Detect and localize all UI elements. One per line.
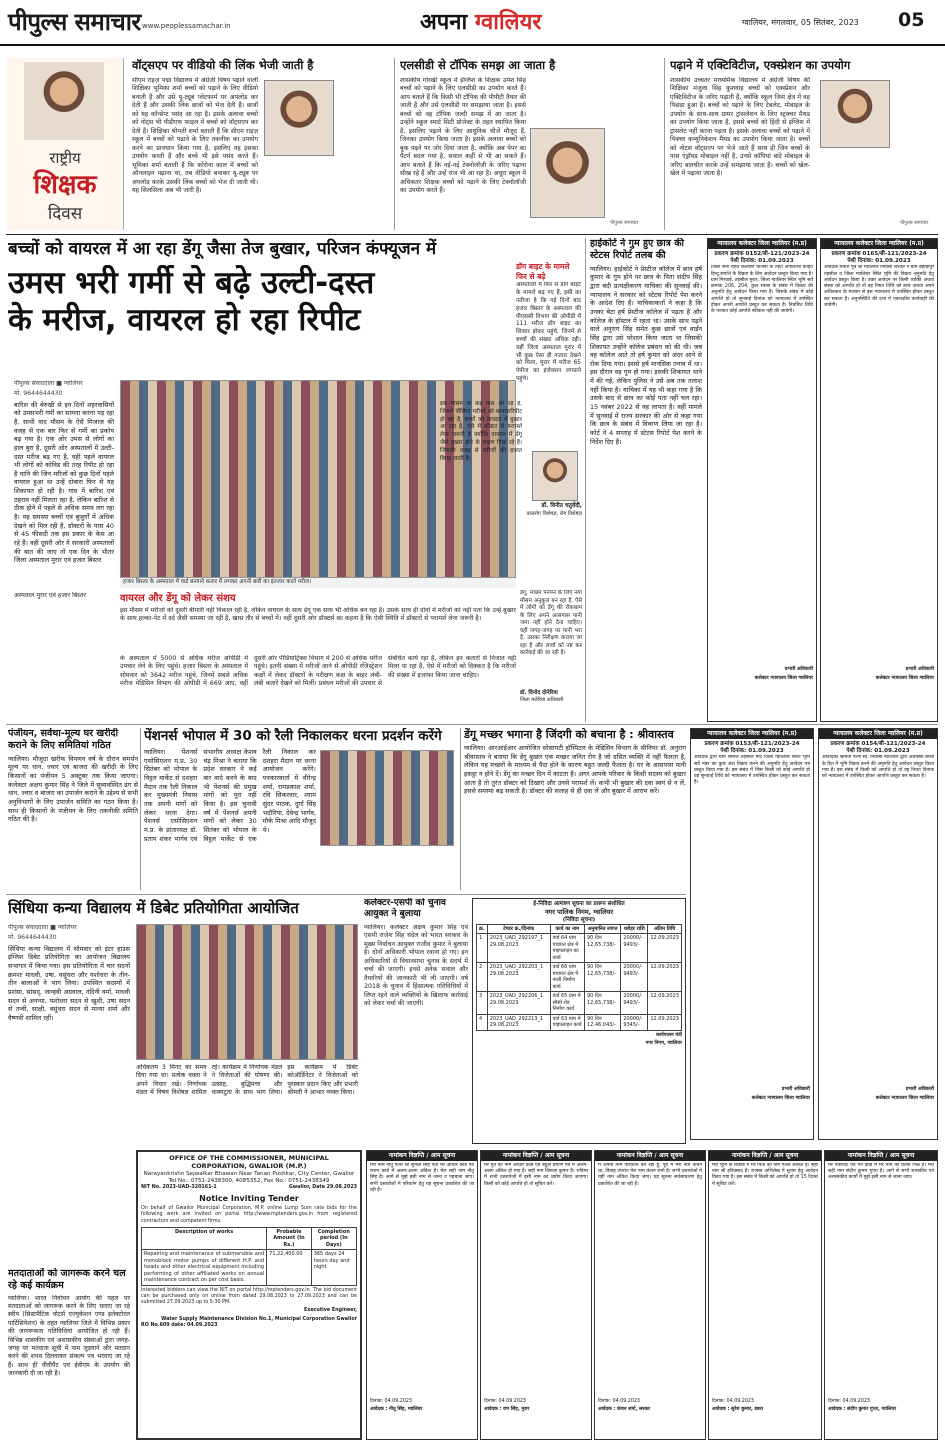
dengue-headline: डेंगू मच्छर भगाना है जिंदगी को बचाना है : श्रीवास्तव bbox=[464, 728, 674, 741]
doctor-1-photo bbox=[532, 451, 578, 501]
table-row bbox=[477, 963, 682, 992]
col-header: अनुमानित लागत bbox=[585, 924, 621, 934]
table-cell: 1 bbox=[477, 934, 488, 963]
name-change-sig-3: आवेदक : कंचन शर्मा, लश्कर bbox=[598, 1407, 651, 1413]
name-change-date-3: दिनांक: 04.09.2023 bbox=[598, 1398, 640, 1404]
pension-photo bbox=[320, 750, 454, 846]
court-notice-col-4 bbox=[818, 728, 938, 1140]
table-cell: 20000/- 9493/- bbox=[621, 992, 648, 1015]
name-change-frame-3 bbox=[594, 1150, 706, 1440]
top-story-1-headline: वॉट्सएप पर वीडियो की लिंक भेजी जाती है bbox=[132, 58, 314, 72]
table-cell: 90 दिन 12,46,043/- bbox=[585, 1014, 621, 1030]
col-header: Description of works bbox=[142, 1227, 267, 1250]
sindhia-body-col bbox=[8, 924, 130, 1264]
lead-headline-1: उमस भरी गर्मी से बढ़े उल्टी-दस्त bbox=[8, 265, 375, 301]
table-cell: 3 bbox=[477, 992, 488, 1015]
quote-2-role: जिला मलेरिया अधिकारी bbox=[520, 697, 564, 704]
badge-line1: राष्ट्रीय bbox=[49, 149, 81, 167]
top-story-3-headline: पढ़ाने में एक्टिविटीज, एक्स्प्रेशन का उपयोग bbox=[670, 58, 851, 72]
hc-story-body: ग्वालियर। हाईकोर्ट ने प्रेस्टीज कॉलेज में छात्र हर्ष कुमार के गुम होने पर छात्र के पिता संदीप सिंह द्वारा बंदी प्रत्यक्षीकरण याचिका की सुनवाई की। न्यायालय ने सरकार को स्टेटस रिपोर्ट पेश करने के आदेश दिए हैं। याचिकाकर्ता ने कहा है कि उनका बेटा हर्ष प्रेस्टीज कॉलेज में पढ़ता है और कॉलेज के हॉस्टल में रहता था। उसके साथ पढ़ने वाले अनुराग सिंह समेत कुछ छात्रों एवं वार्डन सिंह द्वारा उसे परेशान किया जाता था जिसकी शिकायत उन्होंने कॉलेज प्रबंधन को की थी। जब वह कॉलेज आते तो हर्ष कुमार को अंदर आने से रोक दिया गया। इससे हर्ष मानसिक तनाव में था। इस दौरान वह गुम हो गया। इसकी शिकायत थाने में की गई, लेकिन पुलिस ने उसे अब तक तलाश नहीं किया है। याचिका में यह भी कहा गया है कि उसके बाद से छात्र का कोई पता नहीं चल रहा। 15 नवंबर 2022 से वह लापता है। वहीं मामले में सुनवाई में राज्य सरकार की ओर से कहा गया कि छात्र के संबंध में विवरण लिया जा रहा है। कोर्ट ने 4 सप्ताह में स्टेटस रिपोर्ट पेश करने के निर्देश दिए हैं। bbox=[590, 264, 702, 446]
virus-section bbox=[120, 592, 516, 720]
court-notice-col-2 bbox=[820, 238, 938, 722]
court-notice-3-sig: प्रभारी अधिकारी bbox=[781, 1087, 810, 1093]
english-tender-address: Narayankrishn Sejwalkar Bhawan Near Tanan Pushkar, City Center, Gwalior bbox=[143, 1170, 355, 1177]
hindi-tender-notice bbox=[472, 898, 686, 1144]
table-cell: 2023_UAD_292213_1 29.08.2023 bbox=[487, 1014, 550, 1030]
name-change-notice-5 bbox=[824, 1150, 938, 1440]
english-tender-sig2: Water Supply Maintenance Division No.1, Municipal Corporation Gwalior bbox=[161, 1316, 357, 1322]
table-cell: वार्ड 66 ग्राम पंचायत क्षेत्र में नाली निर्माण कार्य bbox=[550, 963, 584, 992]
table-cell: 2023_UAD_292197_1 29.08.2023 bbox=[487, 934, 550, 963]
quote-2: डेंगू, मच्छर पनपने के लिए नया मौसम अनुकूल बन रहा है, ऐसे में लोगों को डेंगू की रोकथाम के लिए अपने आसपास पानी जमा नहीं होने देना चाहिए। वहीं जगह-जगह पर पानी भरा है, उसका निरीक्षण कराया जा रहा है और लार्वा को नष्ट कर कार्रवाई की जा रही है। bbox=[520, 590, 582, 657]
sindhia-photo bbox=[136, 924, 358, 1060]
name-change-head-4: नामांकन विज्ञप्ति / आम सूचना bbox=[709, 1151, 821, 1161]
court-notice-3-date: पेशी दिनांक: 01.09.2023 bbox=[720, 748, 784, 755]
pension-body: ग्वालियर। पेंशनर्स एसोसिएशन म.प्र. 30 सितंबर को भोपाल के विट्ठल मार्केट से दशहरा मैदान तक रैली निकाल कर मुख्यमंत्री निवास तक अपनी मांगों को लेकर धरना देगा। पेंशनर्स एसोसिएशन म.प्र. के प्रांताध्यक्ष डॉ. प्रताप शंकर भार्गव एवं संभागीय अध्यक्ष केशव चंद्र मिश्रा ने बताया कि प्रदेश सरकार ने कई बार वादे करने के बाद भी पेंशनर्स की प्रमुख मांगों को पूरा नहीं किया है। इस चुनावी वर्ष में पेंशनर्स अपनी मांगों को लेकर 30 सितंबर को भोपाल के विट्ठल मार्केट से एक रैली निकाल कर दशहरा मैदान पर धरना आयोजन करेंगे। पत्रकारवार्ता में वीरेन्द्र शर्मा, रामप्रकाश शर्मा, रवि सिकरवार, श्याम सुंदर पाठक, दुर्गा सिंह भदौरिया, देवेन्द्र भार्गव, मौके मिश्रा आदि मौजूद थे। bbox=[144, 748, 316, 843]
top-story-2 bbox=[400, 58, 660, 230]
top-story-1 bbox=[132, 58, 390, 230]
english-tender-nit: NIT No. 2023-UAD-320161-1 bbox=[141, 1185, 217, 1191]
table-cell: 12.09.2023 bbox=[648, 1014, 682, 1030]
court-notice-4-sig2: कलेक्टर न्यायालय जिला ग्वालियर bbox=[875, 1095, 934, 1101]
court-notice-1-date: पेशी दिनांक: 01.09.2023 bbox=[730, 258, 794, 265]
table-cell: 12.09.2023 bbox=[648, 934, 682, 963]
name-change-notice-2 bbox=[480, 1150, 592, 1440]
table-row bbox=[142, 1250, 357, 1286]
dog-bite-body: अस्पतालों में फिर से डॉग बाइट के मामले बढ़ गए हैं, इसी का नतीजा है कि गई दिनों बाद हजार बिस्तर के अस्पताल की पीएससी विभाग की ओपीडी में 111 मरीज डॉग बाइट का शिकार होकर पहुंचे, जिनमें से बच्चों की संख्या अधिक रही। वहीं जिला अस्पताल मुरार में भी कुछ ऐसा ही नजारा देखने को मिला, मुरार में मरीज 65 पेपीज का इंजेक्शन लगवाने पहुंचे। bbox=[516, 282, 581, 382]
table-cell: 2 bbox=[477, 963, 488, 992]
dog-bite-head: डॉग बाइट के मामले फिर से बढ़े bbox=[516, 262, 570, 282]
lead-mobile: मो. 9644644430 bbox=[14, 390, 63, 398]
section-divider bbox=[6, 234, 938, 235]
english-tender-org: OFFICE OF THE COMMISSIONER, MUNICIPAL CORPORATION, GWALIOR (M.P.) bbox=[169, 1154, 329, 1171]
top-story-2-headline: एलसीडी से टॉपिक समझ आ जाता है bbox=[400, 58, 556, 72]
english-tender-date: Gwalior, Date 29.08.2023 bbox=[288, 1185, 357, 1191]
table-cell: वार्ड 64 ग्राम पंचायत क्षेत्र में पाइपलाइन का कार्य bbox=[550, 934, 584, 963]
column-rule bbox=[664, 58, 665, 230]
collector-story bbox=[364, 898, 468, 1146]
court-notice-2-head: न्यायालय कलेक्टर जिला ग्वालियर (म.प्र) bbox=[821, 239, 937, 249]
quote-1-name: डॉ. विनीत चतुर्वेदी, bbox=[541, 503, 582, 509]
name-change-date-2: दिनांक: 04.09.2023 bbox=[484, 1398, 526, 1404]
court-notice-1-sig2: कलेक्टर न्यायालय जिला ग्वालियर bbox=[754, 675, 813, 681]
lead-headline-2: के मरीज, वायरल हो रहा रिपीट bbox=[8, 302, 361, 339]
col-header: टेण्डर क्र./दिनांक bbox=[487, 924, 550, 934]
top-story-3-credit: पीपुल्स समाचार bbox=[900, 220, 929, 226]
court-notice-3-body: आवेदक द्वारा ग्राम सिरोल तहसील गिर्द जिला ग्वालियर स्थित भूमि सर्वे नंबर का कुछ अंश विक्रय करने की अनुमति हेतु आवेदन पत्र प्रस्तुत किया गया है। इस संबंध में जिस किसी को कोई आपत्ति हो वह सुनवाई तिथि को न्यायालय में उपस्थित होकर प्रस्तुत कर सकता है। bbox=[694, 755, 810, 786]
top-story-2-body: शासकीय गोरखी स्कूल में इंग्लिश के शिक्षक उमेश सिंह बच्चों को पढ़ाने के लिए एलसीडी का उपयोग करते हैं। आप बताते हैं कि किसी भी टॉपिक की पीपीटी तैयार की जाती है और उसे एलसीडी पर समझाया जाता है। इससे बच्चों को वह टॉपिक जल्दी समझ में आ जाता है। उन्होंने स्कूल स्मार्ट सिटी प्रोजेक्ट के तहत स्थापित किया है, इसलिए पढ़ाने के लिए आधुनिक चीजें मौजूद हैं, जिनका उपयोग किया जाता है। इसके अलावा बच्चों को बुक पढ़ने पर जोर दिया जाता है, क्योंकि अब पेपर का पैटर्न बदल गया है, सवाल कहीं से भी आ सकते हैं। आप बताते हैं कि नई-नई टेक्नोलॉजी के जरिए पढ़ाना सीख रहे हैं और उन्हें राज भी आ रहा है। अधूरा स्कूल में अधिकतर शिक्षक बच्चों को पढ़ाने के लिए टेक्नोलॉजी का उपयोग करते हैं। bbox=[400, 76, 526, 195]
dengue-body: ग्वालियर। आरआईआर आयोजित सोसायटी हॉस्पिटल के मेडिसिन विभाग के सीनियर डॉ. अनुराग श्रीवास्तव ने बताया कि डेंगू बुखार एक मच्छर जनित रोग है जो ग्रसित व्यक्ति में नहीं फैलता है, लेकिन यह मच्छरों के माध्यम से पैदा होने के कारण बहुत जल्दी फैलता है। घर के आसपास पानी इकट्ठा न होने दें। डेंगू का मच्छर दिन में काटता है। अगर आपके परिवार के किसी सदस्य को बुखार आता है तो तुरंत डॉक्टर को दिखाएं और उनसे परामर्श लें। कभी भी बुखार की दवा स्वयं से न लें, इससे समस्या बढ़ सकती है। डॉक्टर की सलाह से ही दवा लें और बुखार में आराम करें। bbox=[464, 744, 686, 796]
court-notice-4-head: न्यायालय कलेक्टर जिला ग्वालियर (म.प्र) bbox=[819, 729, 937, 739]
hc-story-headline: हाईकोर्ट ने गुम हुए छात्र की स्टेटस रिपोर्ट तलब की bbox=[590, 238, 684, 261]
column-rule bbox=[394, 58, 395, 230]
court-notice-4 bbox=[818, 728, 938, 1140]
name-change-head-5: नामांकन विज्ञप्ति / आम सूचना bbox=[825, 1151, 937, 1161]
court-notice-4-sig: प्रभारी अधिकारी bbox=[905, 1087, 934, 1093]
radhakrishnan-portrait bbox=[24, 62, 104, 140]
procurement-headline: पंजीयन, सर्वथा-मूल्य घर खरीदी कराने के लिए समितियां गठित bbox=[8, 728, 119, 751]
name-change-body-5: मेरे पासपोर्ट एवं पैन कार्ड में मेरे नाम की वर्तनी भिन्न है। मेरा सही नाम संदीप कुमार गुप्ता है। आगे से सभी शासकीय एवं अशासकीय कार्यों में मुझे इसी नाम से जाना जाए। bbox=[828, 1162, 934, 1181]
top-story-3 bbox=[670, 58, 938, 230]
name-change-date-1: दिनांक: 04.09.2023 bbox=[370, 1398, 412, 1404]
table-row bbox=[477, 1014, 682, 1030]
lead-body: बारिश की बेरुखी से इन दिनों शहरवासियों को उमसभरी गर्मी का सामना करना पड़ रहा है, साथी वाद मौसम के ऐसे मिजाज की वजह से एक बार फिर से गर्मी का प्रकोप बढ़ गया है। एक ओर उमस से लोगों का हाल बुरा है, दूसरी ओर अस्पतालों में उल्टी-दस्त मरीज बढ़ गए हैं, वहीं पहले वायरल भी लोगों को कोविड की तरह रिपीट हो रहा है यानि की जिन मरीजों को कुछ दिनों पहले वायरल हुआ था उन्हें दोबारा फिर से यह शिकायत हो रही है। गांव में बारिश एवं ठहराव नहीं मिलता रहा है, लेकिन बारिश से ठीक होने में पहले से अधिक समय लग रहा है। यह समस्या बच्चों एवं बुजुर्गों में अधिक देखने को मिल रही है, डॉक्टरों के पास 40 से 45 फीसदी तक इस प्रकार के केस आ रहे हैं। वहीं दूसरी ओर ये सरकारी अस्पतालों की बात की जाए तो एक दिन के भीतर जिला अस्पताल मुरार एवं हजार बिस्तर bbox=[14, 400, 114, 565]
newspaper-brand: पीपुल्स समाचार bbox=[8, 7, 141, 36]
sindhia-byline: पीपुल्स संवाददाता ■ ग्वालियर bbox=[8, 924, 77, 931]
english-tender-table bbox=[141, 1227, 357, 1286]
column-rule bbox=[140, 728, 141, 890]
teacher-photo-1 bbox=[264, 80, 334, 156]
badge-line3: दिवस bbox=[47, 204, 83, 224]
name-change-frame-1 bbox=[366, 1150, 478, 1440]
table-cell: 20000/- 9345/- bbox=[621, 1014, 648, 1030]
quote-2-name: डॉ. विनोद दोनेरिया bbox=[520, 690, 558, 696]
court-notice-col-1 bbox=[707, 238, 817, 722]
hindi-tender-title: ई-निविदा आमंत्रण सूचना का प्रारूप संशोधित bbox=[533, 901, 625, 907]
sindhia-mobile: मो. 9644644430 bbox=[8, 934, 57, 942]
hindi-tender-sig: कार्यपालन यंत्री bbox=[656, 1032, 682, 1038]
column-rule bbox=[585, 238, 586, 722]
quote-1: इस मौसम के कई केस आ रहे हैं, जिसमें पीलिया मरीजों को बायरलरिपीट हो रहा है, बच्चों को वायरल में बुखार आ रहा है, ऐसे में डॉक्टर से परामर्श लेना जरूरी है क्योंकि वायरल में डेंगू जैसे बुखार होने के लक्षण दिख रहे हैं। जिसकी वजह से मरीजों की हालत बिगड़ जाती है। bbox=[440, 401, 522, 462]
court-notice-4-body: आवेदिका श्रीमती पत्नी स्व. निवासी ग्वालियर द्वारा अवयस्क बच्चों के हित में भूमि विक्रय करने की अनुमति हेतु आवेदन प्रस्तुत किया गया है। इस संबंध में किसी को आपत्ति हो तो वह नियत दिनांक को न्यायालय में उपस्थित होकर आपत्ति प्रस्तुत कर सकता है। bbox=[822, 755, 934, 780]
court-notice-3-head: न्यायालय कलेक्टर जिला ग्वालियर (म.प्र) bbox=[691, 729, 813, 739]
court-notice-4-date: पेशी दिनांक: 01.09.2023 bbox=[846, 748, 910, 755]
hc-story bbox=[590, 238, 702, 722]
court-notice-1 bbox=[707, 238, 817, 722]
name-change-frame-5 bbox=[824, 1150, 938, 1440]
name-change-notice-1 bbox=[366, 1150, 478, 1440]
name-change-body-3: मैं अपना नाम परिवर्तन कर रही हूं, पूर्व में मेरा नाम कंचन था, विवाह उपरांत मेरा नाम कंचन शर्मा है। सभी दस्तावेजों में यही नाम अंकित किया जाए। यह सूचना सर्वसाधारण हेतु प्रकाशित की जा रही है। bbox=[598, 1162, 702, 1187]
court-notice-2 bbox=[820, 238, 938, 722]
masthead bbox=[0, 0, 945, 46]
procurement-story bbox=[8, 728, 138, 890]
lead-body-continued bbox=[14, 592, 114, 720]
court-notice-2-case: प्रकरण क्रमांक 0165/बी-121/2023-24 bbox=[831, 250, 927, 257]
court-notice-4-case: प्रकरण क्रमांक 0154/बी-121/2023-24 bbox=[830, 740, 926, 747]
virus-body: इस मौसम में मरीजों को दूसरी बीमारी नहीं निकाल रही है, लेकिन वायरल के साथ डेंगू एक साथ भी अधिक बन रहा है। उसके साथ ही दोनों में मरीजों को नहीं पता कि उन्हें बुखार के साथ हल्का-पेट में दर्द जैसी समस्या जा रही है, खास तौर से बच्चों में। वहीं दूसरी ओर डॉक्टर्स का कहना है कि ऐसी स्थिति में डॉक्टरों से परामर्श लेना जरूरी है। bbox=[120, 606, 516, 622]
page-number: 05 bbox=[898, 9, 925, 31]
court-notice-1-sig: प्रभारी अधिकारी bbox=[784, 667, 813, 673]
hindi-tender-header-row bbox=[477, 924, 682, 934]
section-divider bbox=[6, 724, 938, 725]
court-notice-2-body: आवेदक राकेश पुत्र श्री ग्वालियर निवासी लश्कर ने ग्राम बहोड़ापुर तहसील व जिला ग्वालियर स्थित भूमि की विक्रय अनुमति हेतु आवेदन प्रस्तुत किया है। उक्त आवेदन पर किसी व्यक्ति अथवा संस्था को आपत्ति हो तो वह नियत तिथि को स्वयं अथवा अपने अधिवक्ता के माध्यम से इस न्यायालय में उपस्थित होकर प्रस्तुत कर सकता है। अनुपस्थिति की दशा में एकपक्षीय कार्यवाही की जावेगी। bbox=[824, 265, 934, 308]
name-change-head-3: नामांकन विज्ञप्ति / आम सूचना bbox=[595, 1151, 705, 1161]
english-tender-header-row bbox=[142, 1227, 357, 1250]
english-tender-frame bbox=[136, 1150, 362, 1440]
quote-1-role: बालरोग विशेषज्ञ, रोग विशेषज्ञ bbox=[526, 511, 582, 517]
name-change-sig-2: आवेदक : राम सिंह, मुरार bbox=[484, 1407, 530, 1413]
dateline: ग्वालियर, मंगलवार, 05 सितंबर, 2023 bbox=[742, 18, 859, 27]
sindhia-body: सिंधिया कन्या विद्यालय में सोमवार को इंटर हाउस इंग्लिश डिबेट प्रतियोगिता का आयोजन विद्यालय सभागार में किया गया। इस प्रतियोगिता में चार सदनों क्रमशः माधवी, उषा, वसुंधरा और यशोधरा के तीन-तीन बालाओं ने भाग लिया। उपस्थित सदस्यों में प्रशंसा, सांसद्, जान्हवी अग्रवाल, नंदिनी वर्मा, माधवी सदन से अनन्या, यशोधरा सदन से खुशी, उषा सदन से तन्वी, साक्षी, वसुंधरा सदन से मान्या शर्मा और वैष्णवी शामिल रहीं। bbox=[8, 944, 130, 1022]
court-notice-2-sig: प्रभारी अधिकारी bbox=[905, 667, 934, 673]
court-notice-2-date: पेशी दिनांक: 01.09.2023 bbox=[847, 258, 911, 265]
teachers-day-badge bbox=[6, 58, 124, 230]
hindi-tender-org: नगर पालिक निगम, ग्वालियर bbox=[544, 908, 614, 917]
lead-photo-caption: हजार बिस्तर के अस्पताल में वार्ड बनवाने कतार में लगकर अपनी बारी का इंतजार करते मरीज। bbox=[120, 578, 516, 588]
sindhia-body2-box bbox=[136, 1064, 358, 1144]
english-tender-phone: Tel No.: 0751-2438300, 4085352, Fax No.: 0751-2438349 bbox=[168, 1178, 330, 1185]
top-story-3-body: शासकीय उच्चतर माध्यमिक विद्यालय में अंग्रेजी विषय की शिक्षिका मंजुला सिंह कुशवाह बच्चों को एक्स्प्रेशन और एक्टिविटीज के जरिए पढ़ाती हैं, क्योंकि स्कूल जिस क्षेत्र में वह पिछड़ा हुआ है। बच्चों को पढ़ाने के लिए टेबलेट, मोबाइल के उपयोग के साथ-साथ ग्रामर ट्रांसलेशन के लिए स्ट्रक्चर मैथड का उपयोग किया जाता है, इससे बच्चों को हिंदी से इंग्लिश में ट्रांसलेट नहीं करना पड़ता है। इसके अलावा बच्चों को पढ़ाने में पिक्चर कम्युनिकेशन मैथड का उपयोग किया जाता है। बच्चों को नोटस वॉट्सएप पर भेजे जाते हैं साथ ही जिन बच्चों के पास एंड्रॉयड मोबाइल नहीं है, उनसे कॉपियां बांटे मोबाइल के जरिए बातचीत करके उन्हें समझाया जाता है। बच्चों को खेल-खेल में पढ़ाया जाता है। bbox=[670, 76, 810, 178]
court-notice-col-3 bbox=[690, 728, 814, 1140]
english-tender-ro: RO No.609 date: 04.09.2023 bbox=[141, 1322, 218, 1328]
lead-quotes bbox=[440, 343, 582, 593]
stats-body: के अस्पताल में 5000 से अधिक मरीज ओपीडी में उपचार लेने के लिए पहुंचे। हजार बिस्तर के अस्पताल में सोमवार को 3642 मरीज पहुंचे, जिनमें सबसे अधिक मरीज मेडिसिन विभाग की ओपीडी में 669 आए, वहीं दूसरी ओर पीडियाट्रिक्स विभाग में 200 से अधिक मरीज पहुंचे। इतनी संख्या में मरीजों आने से ओपीडी रजिस्ट्रेशन कक्षों में लेकर डॉक्टरों के परीक्षण कक्ष के बाहर लंबी-लंबी कतारें देखने को मिलीं। प्रबंधन मरीजों की उपचार से संबंधित कार्य रहा है, लेकिन इन कतारों से निजात नहीं मिला पा रहा है, ऐसे में मरीजों को दिक्कत है कि मरीजों की संख्या में इजाफा किया जाना चाहिए। bbox=[120, 654, 516, 687]
col-header: क्र. bbox=[477, 924, 488, 934]
lead-byline: पीपुल्स संवाददाता ■ ग्वालियर bbox=[14, 380, 83, 387]
hindi-tender-sig2: नगर निगम, ग्वालियर bbox=[645, 1041, 682, 1047]
lead-kicker: बच्चों को वायरल में आ रहा डेंगू जैसा तेज बुखार, परिजन कंफ्यूजन में bbox=[8, 239, 437, 259]
english-tender-intro: On behalf of Gwalior Municipal Corporation, M.P. online Lump Sum rate bids for the following work are invited on portal http://www.mptenders.gov.in from registered contractors and competent firms. bbox=[141, 1206, 357, 1224]
english-tender-notice bbox=[136, 1150, 362, 1440]
voter-awareness-headline: मतदाताओं को जागरूक करने चल रहे कई कार्यक्रम bbox=[8, 1268, 126, 1291]
english-tender-sig: Executive Engineer, bbox=[303, 1308, 357, 1314]
court-notice-1-head: न्यायालय कलेक्टर जिला ग्वालियर (म.प्र) bbox=[708, 239, 816, 249]
name-change-sig-5: आवेदक : संदीप कुमार गुप्ता, ग्वालियर bbox=[828, 1407, 897, 1413]
name-change-date-5: दिनांक: 04.09.2023 bbox=[828, 1398, 870, 1404]
court-notice-3-case: प्रकरण क्रमांक 0153/बी-121/2023-24 bbox=[704, 740, 800, 747]
lead-headline-box bbox=[8, 265, 508, 343]
section-accent: ग्वालियर bbox=[474, 10, 542, 35]
table-cell: 90 दिन 12,65,738/- bbox=[585, 963, 621, 992]
col-header: Probable Amount (In Rs.) bbox=[267, 1227, 312, 1250]
court-notice-2-sig2: कलेक्टर न्यायालय जिला ग्वालियर bbox=[875, 675, 934, 681]
column-rule bbox=[460, 728, 461, 890]
table-cell: 2023_UAD_292203_1 29.08.2023 bbox=[487, 963, 550, 992]
english-tender-meta bbox=[141, 1185, 357, 1191]
sindhia-headline: सिंधिया कन्या विद्यालय में डिबेट प्रतियोगिता आयोजित bbox=[8, 899, 299, 917]
voter-awareness-body: ग्वालियर। भारत निर्वाचन आयोग की पहल पर मतदाताओं को जागरूक करने के लिए चलाए जा रहे स्वीप (सिस्टमैटिक वोटर्स एज्युकेशन एण्ड इलेक्टोरल पार्टिसिपेशन) के तहत ग्वालियर जिले में विभिन्न प्रकार की जागरूकता गतिविधियां आयोजित हो रही हैं। विभिन्न शासकीय एवं अशासकीय संस्थाओं द्वारा जगह-जगह पर मतदाता सूची में नाम जुड़वाने और मतदान करने की शपथ दिलवाकर संकल्प पत्र भरवाए जा रहे हैं। साथ ही वीवीपैट एवं ईवीएम के उपयोग की जानकारी दी जा रही है। bbox=[8, 1294, 130, 1377]
table-cell: 4 bbox=[477, 1014, 488, 1030]
hindi-tender-subtitle: (निविदा सूचना) bbox=[562, 916, 596, 923]
hindi-tender-frame bbox=[472, 898, 686, 1144]
table-cell: Repairing and maintenance of submersible and monoblock motor pumps of different H.P. and heads and other electrical equipment including performing of other affiliated works on annual maintenance contract on per cost basis. bbox=[142, 1250, 267, 1286]
table-cell: 12.09.2023 bbox=[648, 963, 682, 992]
sindhia-body2: अधिकतम 3 मिनट का समय दिया गया था। प्रत्येक वक्ता ने अपने विचार रखे। निर्णायक मंडल में विषय विशेषज्ञ शामिल रहे। कार्यक्रम में निर्णायक मंडल ने विजेताओं की घोषणा की। उत्साह, बुद्धिमत्ता और वाक्पटुता के साथ भाग लिया। इस कार्यक्रम में डिबेट कोऑर्डिनेटर ने विजेताओं को पुरस्कार प्रदान किए और प्रभारी श्रीमती ने आभार व्यक्त किया। bbox=[136, 1064, 358, 1097]
name-change-date-4: दिनांक: 04.09.2023 bbox=[712, 1398, 754, 1404]
name-change-notice-4 bbox=[708, 1150, 822, 1440]
top-story-2-credit: पीपुल्स समाचार bbox=[610, 220, 639, 226]
section-prefix: अपना bbox=[420, 10, 475, 35]
court-notice-1-case: प्रकरण क्रमांक 0152/बी-121/2023-24 bbox=[714, 250, 810, 257]
col-header: कार्य का नाम bbox=[550, 924, 584, 934]
name-change-body-2: मेरे पुत्र का नाम आधार कार्ड एवं स्कूल प्रमाण पत्र में अलग-अलग अंकित हो गया है। सही नाम विकास कुमार है। भविष्य में सभी दस्तावेजों में इसी नाम का प्रयोग किया जाएगा। किसी को कोई आपत्ति हो तो सूचित करें। bbox=[484, 1162, 588, 1187]
quote-2-box bbox=[520, 590, 582, 722]
virus-head: वायरल और डेंगू को लेकर संशय bbox=[120, 593, 236, 604]
english-tender-title: Notice Inviting Tender bbox=[199, 1193, 299, 1203]
table-cell: 365 days 24 hours day and night bbox=[311, 1250, 356, 1286]
col-header: अंतिम तिथि bbox=[648, 924, 682, 934]
section-title bbox=[420, 8, 541, 38]
court-notice-3-sig2: कलेक्टर न्यायालय जिला ग्वालियर bbox=[751, 1095, 810, 1101]
name-change-frame-2 bbox=[480, 1150, 592, 1440]
table-row bbox=[477, 934, 682, 963]
court-notice-3 bbox=[690, 728, 814, 1140]
table-cell: वार्ड 63 ग्राम में पाइपलाइन कार्य bbox=[550, 1014, 584, 1030]
table-cell: 2023_UAD_292206_1 29.08.2023 bbox=[487, 992, 550, 1015]
lead-body-column bbox=[14, 380, 114, 588]
teacher-photo-2 bbox=[530, 128, 605, 218]
table-cell: 20000/- 9493/- bbox=[621, 934, 648, 963]
collector-headline: कलेक्टर-एसपी को चुनाव आयुक्त ने बुलाया bbox=[364, 898, 446, 920]
pension-headline: पेंशनर्स भोपाल में 30 को रैली निकालकर धरना प्रदर्शन करेंगे bbox=[144, 728, 442, 744]
col-header: धरोहर राशि bbox=[621, 924, 648, 934]
teacher-photo-3 bbox=[820, 80, 890, 148]
sindhia-headline-box bbox=[8, 898, 360, 920]
table-cell: 90 दिन 12,65,738/- bbox=[585, 934, 621, 963]
pension-story bbox=[144, 728, 456, 890]
name-change-sig-4: आवेदक : सुरेश कुमार, डबरा bbox=[712, 1407, 763, 1413]
lead-body-continued-text: अस्पताल मुरार एवं हजार बिस्तर bbox=[14, 592, 86, 599]
name-change-frame-4 bbox=[708, 1150, 822, 1440]
dengue-story bbox=[464, 728, 686, 890]
procurement-body: ग्वालियर। मौजूदा खरीफ विपणन वर्ष के दौरान समर्थन मूल्य पर धान, ज्वार एवं बाजरा की खरीदी के लिए किसानों का पंजीयन 5 अक्टूबर तक किया जाएगा। कलेक्टर अक्षय कुमार सिंह ने जिले में सुव्यवस्थित ढंग से धान, ज्वार व बाजरा का उपार्जन कराने के उद्देश्य से सभी अनुविभागों के लिए उपार्जन समिति का गठन किया है। साथ ही किसानों के पंजीयन के लिए तकनीकी समिति गठित की है। bbox=[8, 754, 138, 824]
collector-body: ग्वालियर। कलेक्टर अक्षय कुमार सिंह एवं एसपी राजेश सिंह चंदेल को भारत सरकार के मुख्य निर्वाचन आयुक्त राजीव कुमार ने बुलाया है। दोनों अधिकारी भोपाल रवाना हो गए। इन अधिकारियों से विधानसभा चुनाव के संदर्भ में चर्चा की जाएगी। इनसे अनेक सवाल और तैयारियों की जानकारी भी ली जाएगी। वर्ष 2018 के चुनाव में हिंसात्मक गतिविधियों में लिप्त रहने वाले व्यक्तियों के खिलाफ कार्रवाई को लेकर चर्चा की जाएगी। bbox=[364, 923, 468, 1007]
table-cell: 90 दिन 12,65,738/- bbox=[585, 992, 621, 1015]
name-change-body-4: मेरी भूमि के रिकॉर्ड में मेरे पिता का नाम गलत अंकित है। सही नाम श्री हरिप्रसाद है। राजस्व अभिलेख में सुधार हेतु आवेदन किया गया है। इस संबंध में किसी को आपत्ति हो तो 15 दिवस में सूचित करें। bbox=[712, 1162, 818, 1187]
table-cell: 20000/- 9493/- bbox=[621, 963, 648, 992]
top-story-1-body: सीएम राइज़ पद्मा विद्यालय में अंग्रेजी विषय पढ़ाने वाली शिक्षिका भूमिका शर्मा बच्चों को पढ़ाने के लिए वीडियो बनाती हैं और उसे यू-ट्यूब प्लेटफार्म पर अपलोड कर देती हैं और उसकी लिंक छात्रों को भेज देती हैं। छात्रों को यह कॉन्सेप्ट पसंद आ रहा है। इसके अलावा बच्चों को नोट्स भी पीडीएफ फाइल में बच्चों को वॉट्सएप कर देती हैं। शिक्षिका श्रीमती शर्मा बताती हैं कि सीएम राइज़ स्कूल में बच्चों को पढ़ाने के लिए तकनीक का उपयोग करने का प्रावधान किया गया है, इसलिए वह इसका उपयोग करती हैं और बच्चे भी इसे पसंद करते हैं। भूमिका शर्मा बताती हैं कि कोरोना काल में बच्चों को ऑनलाइन पढ़ाना था, तब वीडियो बनाकर यू-ट्यूब पर अपलोड करके उसकी लिंक बच्चों को भेज दी जाती थी। यह सिलसिला अब भी जारी है। bbox=[132, 76, 258, 195]
voter-awareness-story bbox=[8, 1268, 130, 1440]
name-change-head-1: नामांकन विज्ञप्ति / आम सूचना bbox=[367, 1151, 477, 1161]
name-change-notice-3 bbox=[594, 1150, 706, 1440]
name-change-head-2: नामांकन विज्ञप्ति / आम सूचना bbox=[481, 1151, 591, 1161]
court-notice-1-body: जिला सेना राहत कल्याण योजना के तहत अपीलार्थी कहित हिन्दू संपत्ति के विक्रय के लिए आवेदन प्रस्तुत किया गया है। ग्राम गिरवाई, तहसील मुरार, जिला ग्वालियर स्थित भूमि सर्वे क्रमांक 206, 204, कुल रकबा के संबंध में विक्रय की अनुमति हेतु आवेदन किया गया है। जिसके संबंध में कोई आपत्ति हो तो सुनवाई दिनांक को न्यायालय में उपस्थित होकर अपनी आपत्ति प्रस्तुत कर सकता है। निर्धारित तिथि के पश्चात कोई आपत्ति स्वीकार नहीं की जावेगी। bbox=[711, 265, 813, 314]
table-cell: वार्ड 65 ग्राम में सीसी रोड निर्माण कार्य bbox=[550, 992, 584, 1015]
col-header: Completion period (In Days) bbox=[311, 1227, 356, 1250]
name-change-body-1: मेरा नाम नीतू पत्नी श्री सुनील सिंह पता मेरे आधार कार्ड एवं राशन कार्ड में अलग-अलग अंकित है। मेरा सही नाम नीतू सिंह है। आगे से मुझे इसी नाम से जाना व पहचाना जाए। सभी दस्तावेजों में परिवर्तन हेतु यह सूचना प्रकाशित की जा रही है। bbox=[370, 1162, 474, 1193]
hindi-tender-table bbox=[476, 924, 682, 1031]
badge-line2: शिक्षक bbox=[33, 170, 97, 200]
table-cell: 12.09.2023 bbox=[648, 992, 682, 1015]
english-tender-footer: Interested bidders can view the NIT on portal http://mptenders.gov.in. The bid document can be purchased only on online from dated 29.08.2023 to 27.09.2023 and can be submitted 27.09.2023 up to 5:30 PM. bbox=[141, 1287, 357, 1306]
name-change-sig-1: आवेदक : नीतू सिंह, ग्वालियर bbox=[370, 1407, 423, 1413]
table-cell: 71,22,400.00 bbox=[267, 1250, 312, 1286]
newspaper-url[interactable]: www.peoplessamachar.in bbox=[142, 22, 231, 30]
table-row bbox=[477, 992, 682, 1015]
section-divider bbox=[6, 894, 686, 895]
